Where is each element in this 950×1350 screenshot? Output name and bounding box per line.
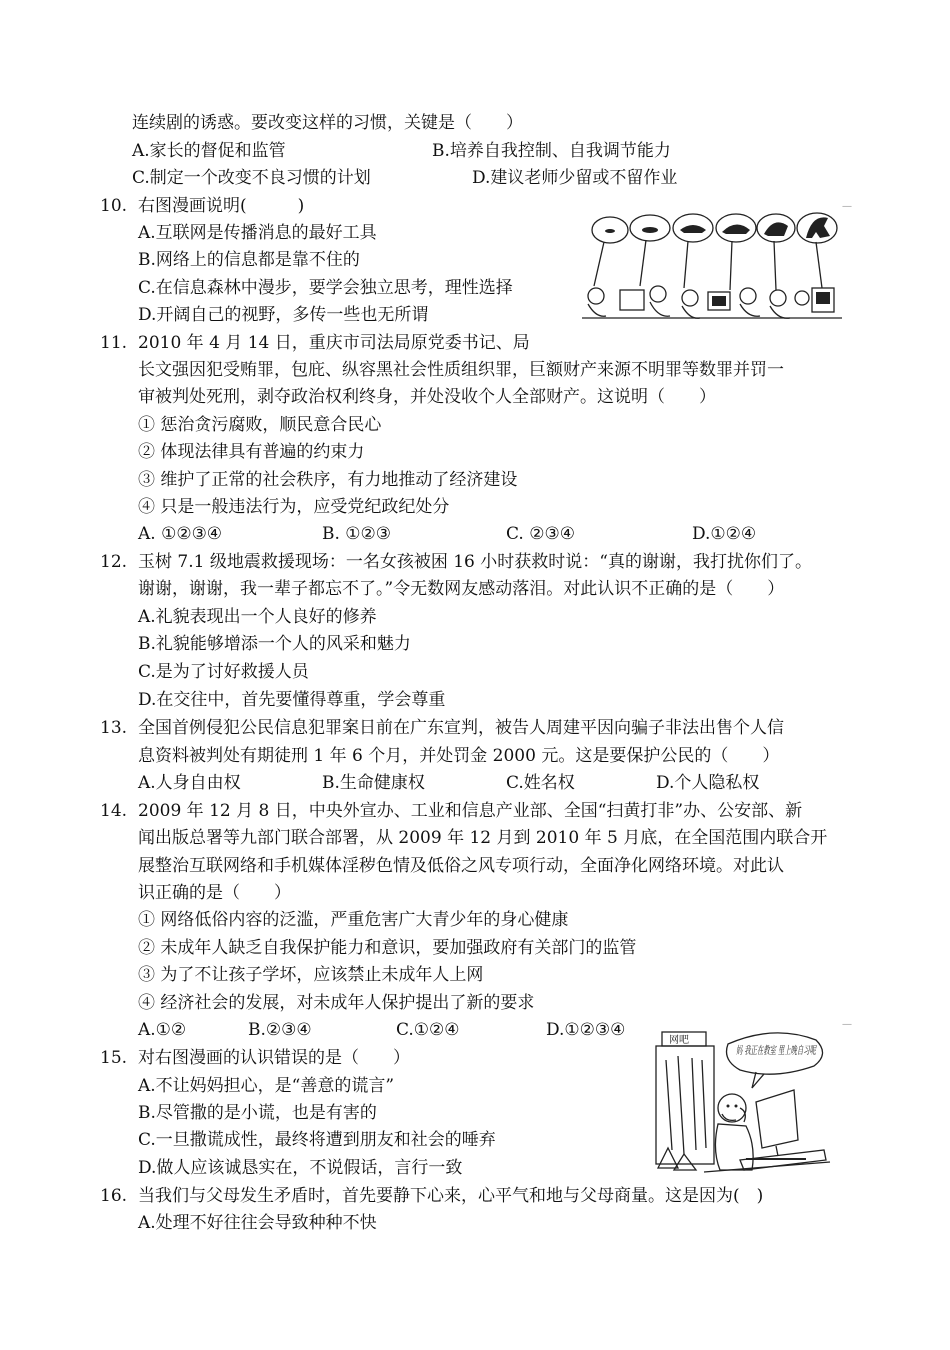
q14-stem-line1: 2009 年 12 月 8 日，中央外宣办、工业和信息产业部、全国“扫黄打非”办、公安部、新 <box>138 801 803 821</box>
q14-option-b: B.②③④ <box>248 1020 312 1040</box>
q11-stem-line3: 审被判处死刑，剥夺政治权利终身，并处没收个人全部财产。这说明（ ） <box>138 387 716 407</box>
margin-mark: — <box>842 201 852 212</box>
q11-option-a: A. ①②③④ <box>138 524 223 544</box>
q14-item-1: ① 网络低俗内容的泛滥，严重危害广大青少年的身心健康 <box>138 910 569 930</box>
q12-number: 12. <box>100 552 128 572</box>
q11-item-3: ③ 维护了正常的社会秩序，有力地推动了经济建设 <box>138 470 518 490</box>
q9-option-a: A.家长的督促和监管 <box>132 141 286 161</box>
q12-option-b: B.礼貌能够增添一个人的风采和魅力 <box>138 634 411 654</box>
q14-number: 14. <box>100 801 128 821</box>
q11-option-c: C. ②③④ <box>506 524 575 544</box>
q15-option-b: B.尽管撒的是小谎，也是有害的 <box>138 1103 377 1123</box>
q14-stem-line4: 识正确的是（ ） <box>138 883 291 903</box>
q14-option-d: D.①②③④ <box>546 1020 626 1040</box>
q11-option-b: B. ①②③ <box>322 524 392 544</box>
q11-stem-line2: 长文强因犯受贿罪，包庇、纵容黑社会性质组织罪，巨额财产来源不明罪等数罪并罚一 <box>138 360 784 380</box>
q9-option-b: B.培养自我控制、自我调节能力 <box>432 141 671 161</box>
q13-option-b: B.生命健康权 <box>322 773 425 793</box>
q16-stem: 当我们与父母发生矛盾时，首先要静下心来，心平气和地与父母商量。这是因为( ) <box>138 1186 764 1206</box>
q14-item-3: ③ 为了不让孩子学坏，应该禁止未成年人上网 <box>138 965 484 985</box>
q11-option-d: D.①②④ <box>692 524 757 544</box>
q13-option-d: D.个人隐私权 <box>656 773 760 793</box>
q12-option-d: D.在交往中，首先要懂得尊重，学会尊重 <box>138 690 446 710</box>
q13-stem-line2: 息资料被判处有期徒刑 1 年 6 个月，并处罚金 2000 元。这是要保护公民的（ ） <box>138 746 780 766</box>
q15-option-c: C.一旦撒谎成性，最终将遭到朋友和社会的唾弃 <box>138 1130 496 1150</box>
q10-option-c: C.在信息森林中漫步，要学会独立思考，理性选择 <box>138 278 513 298</box>
q12-option-c: C.是为了讨好救援人员 <box>138 662 309 682</box>
q10-option-d: D.开阔自己的视野，多传一些也无所谓 <box>138 305 429 325</box>
q13-option-c: C.姓名权 <box>506 773 575 793</box>
q11-item-4: ④ 只是一般违法行为，应受党纪政纪处分 <box>138 497 450 517</box>
q11-stem-line1: 2010 年 4 月 14 日，重庆市司法局原党委书记、局 <box>138 333 530 353</box>
cartoon-internet-cafe-lie-image <box>644 1030 830 1182</box>
cartoon-sign-text: 网吧 <box>669 1035 689 1046</box>
q14-item-4: ④ 经济社会的发展，对未成年人保护提出了新的要求 <box>138 993 535 1013</box>
q14-stem-line2: 闻出版总署等九部门联合部署，从 2009 年 12 月到 2010 年 5 月底，在全国范围内联合开 <box>138 828 828 848</box>
cartoon-speech-text: 妈 我正在教室 里上晚自习呢 <box>736 1044 818 1057</box>
q13-option-a: A.人身自由权 <box>138 773 241 793</box>
q15-number: 15. <box>100 1048 128 1068</box>
margin-mark: — <box>842 1019 852 1030</box>
cartoon-internet-rumor-image <box>580 206 846 330</box>
q16-number: 16. <box>100 1186 128 1206</box>
q10-number: 10. <box>100 196 128 216</box>
q11-item-1: ① 惩治贪污腐败，顺民意合民心 <box>138 415 382 435</box>
q14-item-2: ② 未成年人缺乏自我保护能力和意识，要加强政府有关部门的监管 <box>138 938 637 958</box>
q14-stem-line3: 展整治互联网络和手机媒体淫秽色情及低俗之风专项行动，全面净化网络环境。对此认 <box>138 856 784 876</box>
q9-option-c: C.制定一个改变不良习惯的计划 <box>132 168 371 188</box>
q10-option-b: B.网络上的信息都是靠不住的 <box>138 250 360 270</box>
q16-option-a: A.处理不好往往会导致种种不快 <box>138 1213 377 1233</box>
q10-option-a: A.互联网是传播消息的最好工具 <box>138 223 377 243</box>
q15-stem: 对右图漫画的认识错误的是（ ） <box>138 1048 410 1068</box>
q12-option-a: A.礼貌表现出一个人良好的修养 <box>138 607 377 627</box>
q13-stem-line1: 全国首例侵犯公民信息犯罪案日前在广东宣判，被告人周建平因向骗子非法出售个人信 <box>138 718 784 738</box>
q12-stem-line1: 玉树 7.1 级地震救援现场：一名女孩被困 16 小时获救时说：“真的谢谢，我打扰你们了。 <box>138 552 812 572</box>
q15-option-d: D.做人应该诚恳实在，不说假话，言行一致 <box>138 1158 463 1178</box>
q15-option-a: A.不让妈妈担心，是“善意的谎言” <box>138 1076 395 1096</box>
q14-option-a: A.①② <box>138 1020 187 1040</box>
q9-option-d: D.建议老师少留或不留作业 <box>472 168 678 188</box>
q11-item-2: ② 体现法律具有普遍的约束力 <box>138 442 365 462</box>
q9-stem-continuation: 连续剧的诱惑。要改变这样的习惯，关键是（ ） <box>132 113 523 133</box>
q14-option-c: C.①②④ <box>396 1020 460 1040</box>
q12-stem-line2: 谢谢，谢谢，我一辈子都忘不了。”令无数网友感动落泪。对此认识不正确的是（ ） <box>138 579 785 599</box>
q10-stem: 右图漫画说明( ) <box>138 196 305 216</box>
q13-number: 13. <box>100 718 128 738</box>
q11-number: 11. <box>100 333 128 353</box>
